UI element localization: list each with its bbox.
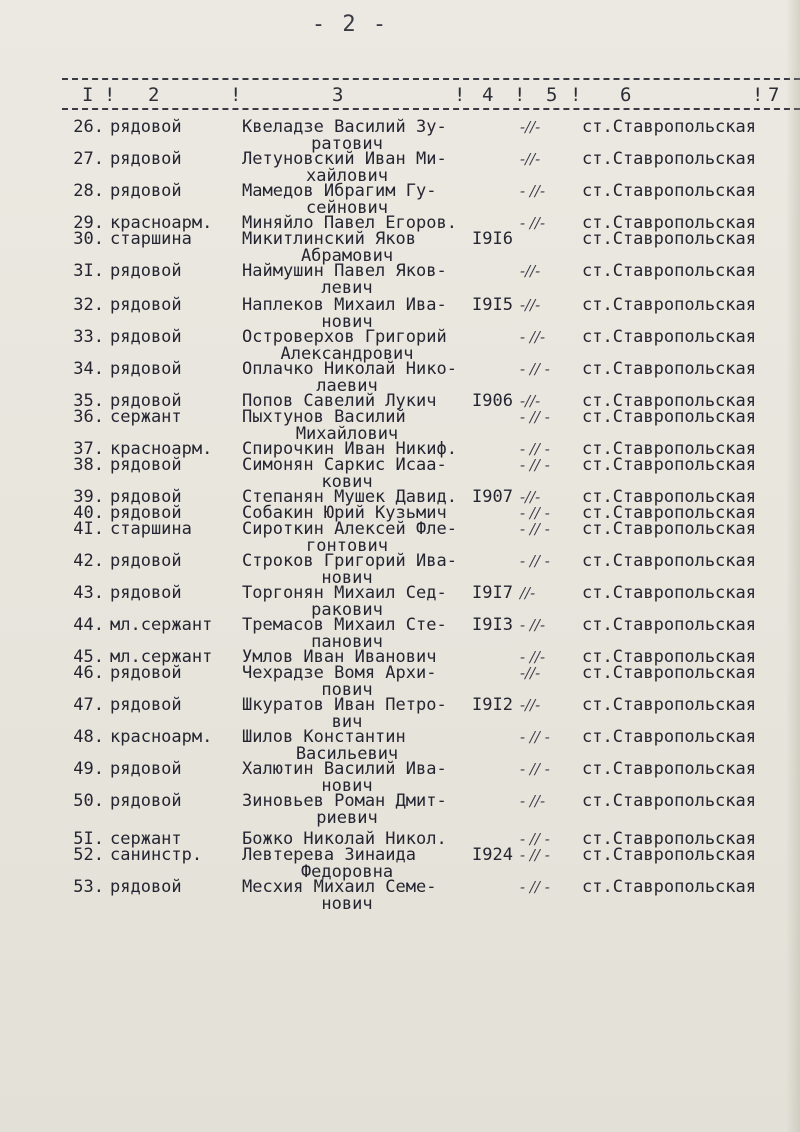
birth-year: I906 xyxy=(472,391,513,411)
person-name: Микитлинский Яков xyxy=(242,229,416,249)
header-sep: ! xyxy=(104,84,116,106)
military-rank: рядовой xyxy=(110,327,182,347)
ditto-mark: - // - xyxy=(520,360,550,378)
ditto-mark: - // - xyxy=(520,520,550,538)
military-rank: рядовой xyxy=(110,455,182,475)
place-name: ст.Ставропольская xyxy=(582,845,756,865)
row-number: 45. xyxy=(73,647,104,667)
header-sep: ! xyxy=(570,84,582,106)
birth-year: I9I7 xyxy=(472,583,513,603)
header-sep: ! xyxy=(230,84,242,106)
page-number: - 2 - xyxy=(311,12,389,37)
military-rank: рядовой xyxy=(110,877,182,897)
place-name: ст.Ставропольская xyxy=(582,727,756,747)
place-name: ст.Ставропольская xyxy=(582,877,756,897)
person-name-continued: Александрович xyxy=(280,344,414,364)
person-name-continued: Федоровна xyxy=(300,862,394,882)
place-name: ст.Ставропольская xyxy=(582,829,756,849)
row-number: 34. xyxy=(73,359,104,379)
ditto-mark: - // - xyxy=(520,760,550,778)
military-rank: сержант xyxy=(110,407,182,427)
ditto-mark: - //- xyxy=(520,214,546,232)
person-name: Халютин Василий Ива- xyxy=(242,759,447,779)
row-number: 28. xyxy=(73,181,104,201)
birth-year: I907 xyxy=(472,487,513,507)
ditto-mark: - //- xyxy=(520,792,546,810)
person-name-continued: ратович xyxy=(311,134,383,154)
table-row xyxy=(0,878,800,918)
row-number: 4I. xyxy=(73,519,104,539)
military-rank: санинстр. xyxy=(110,845,203,865)
place-name: ст.Ставропольская xyxy=(582,439,756,459)
row-number: 40. xyxy=(73,503,104,523)
header-sep: ! xyxy=(454,84,466,106)
person-name-continued: нович xyxy=(321,312,373,332)
birth-year: I9I5 xyxy=(472,295,513,315)
military-rank: рядовой xyxy=(110,487,182,507)
row-number: 43. xyxy=(73,583,104,603)
row-number: 26. xyxy=(73,117,104,137)
person-name-continued: Васильевич xyxy=(295,744,399,764)
person-name: Степанян Мушек Давид. xyxy=(242,487,457,507)
header-sep: ! xyxy=(752,84,764,106)
ditto-mark: //- xyxy=(520,584,536,602)
ditto-mark: - // - xyxy=(520,408,550,426)
row-number: 36. xyxy=(73,407,104,427)
row-number: 5I. xyxy=(73,829,104,849)
person-name: Зиновьев Роман Дмит- xyxy=(242,791,447,811)
military-rank: рядовой xyxy=(110,261,182,281)
row-number: 48. xyxy=(73,727,104,747)
person-name: Симонян Саркис Исаа- xyxy=(242,455,447,475)
person-name-continued: кович xyxy=(321,472,373,492)
place-name: ст.Ставропольская xyxy=(582,117,756,137)
row-number: 30. xyxy=(73,229,104,249)
ditto-mark: - //- xyxy=(520,616,546,634)
ditto-mark: -//- xyxy=(520,262,541,280)
person-name-continued: пович xyxy=(321,680,373,700)
place-name: ст.Ставропольская xyxy=(582,791,756,811)
ditto-mark: - // - xyxy=(520,846,550,864)
person-name-continued: ракович xyxy=(311,600,383,620)
place-name: ст.Ставропольская xyxy=(582,213,756,233)
person-name-continued: лаевич xyxy=(316,376,378,396)
place-name: ст.Ставропольская xyxy=(582,551,756,571)
military-rank: рядовой xyxy=(110,359,182,379)
military-rank: рядовой xyxy=(110,551,182,571)
ditto-mark: - // - xyxy=(520,728,550,746)
ditto-mark: -//- xyxy=(520,296,541,314)
person-name: Спирочкин Иван Никиф. xyxy=(242,439,457,459)
military-rank: старшина xyxy=(110,229,192,249)
military-rank: мл.сержант xyxy=(110,615,213,635)
place-name: ст.Ставропольская xyxy=(582,647,756,667)
header-col-6: 6 xyxy=(620,84,632,106)
birth-year: I9I2 xyxy=(472,695,513,715)
person-name: Строков Григорий Ива- xyxy=(242,551,457,571)
ditto-mark: - // - xyxy=(520,456,550,474)
military-rank: рядовой xyxy=(110,791,182,811)
place-name: ст.Ставропольская xyxy=(582,583,756,603)
ditto-mark: - // - xyxy=(520,878,550,896)
ditto-mark: - // - xyxy=(520,830,550,848)
place-name: ст.Ставропольская xyxy=(582,261,756,281)
row-number: 29. xyxy=(73,213,104,233)
place-name: ст.Ставропольская xyxy=(582,327,756,347)
ditto-mark: -//- xyxy=(520,664,541,682)
person-name: Чехрадзе Вомя Архи- xyxy=(242,663,437,683)
row-number: 42. xyxy=(73,551,104,571)
place-name: ст.Ставропольская xyxy=(582,359,756,379)
ditto-mark: - //- xyxy=(520,328,546,346)
person-name: Шкуратов Иван Петро- xyxy=(242,695,447,715)
ditto-mark: -//- xyxy=(520,392,541,410)
header-col-1: I xyxy=(82,84,94,106)
place-name: ст.Ставропольская xyxy=(582,487,756,507)
person-name-continued: вич xyxy=(331,712,363,732)
military-rank: рядовой xyxy=(110,695,182,715)
row-number: 3I. xyxy=(73,261,104,281)
place-name: ст.Ставропольская xyxy=(582,615,756,635)
header-col-7: 7 xyxy=(768,84,780,106)
person-name: Квеладзе Василий Зу- xyxy=(242,117,447,137)
ditto-mark: - //- xyxy=(520,648,546,666)
military-rank: красноарм. xyxy=(110,439,213,459)
person-name-continued: сейнович xyxy=(306,198,388,218)
ditto-mark: -//- xyxy=(520,696,541,714)
military-rank: рядовой xyxy=(110,181,182,201)
ditto-mark: -//- xyxy=(520,118,541,136)
ditto-mark: - // - xyxy=(520,440,550,458)
person-name-continued: хайлович xyxy=(306,166,388,186)
place-name: ст.Ставропольская xyxy=(582,695,756,715)
row-number: 33. xyxy=(73,327,104,347)
row-number: 38. xyxy=(73,455,104,475)
person-name-continued: нович xyxy=(321,568,373,588)
person-name-continued: Абрамович xyxy=(300,246,394,266)
table-row xyxy=(0,792,800,832)
person-name: Попов Савелий Лукич xyxy=(242,391,437,411)
header-col-5: 5 xyxy=(546,84,558,106)
row-number: 39. xyxy=(73,487,104,507)
military-rank: рядовой xyxy=(110,391,182,411)
ditto-mark: -//- xyxy=(520,488,541,506)
person-name: Летуновский Иван Ми- xyxy=(242,149,447,169)
ditto-mark: -//- xyxy=(520,150,541,168)
person-name: Левтерева Зинаида xyxy=(242,845,416,865)
person-name: Сироткин Алексей Фле- xyxy=(242,519,457,539)
row-number: 44. xyxy=(73,615,104,635)
row-number: 27. xyxy=(73,149,104,169)
place-name: ст.Ставропольская xyxy=(582,149,756,169)
person-name-continued: левич xyxy=(321,278,373,298)
person-name: Наймушин Павел Яков- xyxy=(242,261,447,281)
person-name: Собакин Юрий Кузьмич xyxy=(242,503,447,523)
person-name: Мамедов Ибрагим Гу- xyxy=(242,181,437,201)
military-rank: рядовой xyxy=(110,583,182,603)
person-name-continued: нович xyxy=(321,894,373,914)
row-number: 53. xyxy=(73,877,104,897)
person-name: Наплеков Михаил Ива- xyxy=(242,295,447,315)
military-rank: рядовой xyxy=(110,759,182,779)
row-number: 47. xyxy=(73,695,104,715)
ditto-mark: - //- xyxy=(520,182,546,200)
place-name: ст.Ставропольская xyxy=(582,181,756,201)
row-number: 52. xyxy=(73,845,104,865)
row-number: 32. xyxy=(73,295,104,315)
row-number: 50. xyxy=(73,791,104,811)
person-name: Месхия Михаил Семе- xyxy=(242,877,437,897)
place-name: ст.Ставропольская xyxy=(582,519,756,539)
person-name-continued: нович xyxy=(321,776,373,796)
place-name: ст.Ставропольская xyxy=(582,229,756,249)
place-name: ст.Ставропольская xyxy=(582,759,756,779)
birth-year: I924 xyxy=(472,845,513,865)
birth-year: I9I6 xyxy=(472,229,513,249)
person-name: Миняйло Павел Егоров. xyxy=(242,213,457,233)
military-rank: рядовой xyxy=(110,117,182,137)
person-name: Торгонян Михаил Сед- xyxy=(242,583,447,603)
military-rank: рядовой xyxy=(110,149,182,169)
military-rank: рядовой xyxy=(110,663,182,683)
place-name: ст.Ставропольская xyxy=(582,455,756,475)
person-name-continued: Михайлович xyxy=(295,424,399,444)
place-name: ст.Ставропольская xyxy=(582,295,756,315)
person-name: Пыхтунов Василий xyxy=(242,407,406,427)
person-name: Умлов Иван Иванович xyxy=(242,647,437,667)
person-name: Тремасов Михаил Сте- xyxy=(242,615,447,635)
person-name: Островерхов Григорий xyxy=(242,327,447,347)
military-rank: сержант xyxy=(110,829,182,849)
row-number: 35. xyxy=(73,391,104,411)
header-col-3: 3 xyxy=(332,84,344,106)
military-rank: красноарм. xyxy=(110,213,213,233)
ditto-mark: - // - xyxy=(520,552,550,570)
row-number: 37. xyxy=(73,439,104,459)
military-rank: рядовой xyxy=(110,503,182,523)
person-name-continued: панович xyxy=(311,632,383,652)
person-name: Божко Николай Никол. xyxy=(242,829,447,849)
person-name: Оплачко Николай Нико- xyxy=(242,359,457,379)
ditto-mark: - // - xyxy=(520,504,550,522)
place-name: ст.Ставропольская xyxy=(582,391,756,411)
header-sep: ! xyxy=(514,84,526,106)
row-number: 46. xyxy=(73,663,104,683)
header-col-2: 2 xyxy=(148,84,160,106)
person-name: Шилов Константин xyxy=(242,727,406,747)
military-rank: красноарм. xyxy=(110,727,213,747)
birth-year: I9I3 xyxy=(472,615,513,635)
military-rank: мл.сержант xyxy=(110,647,213,667)
person-name-continued: риевич xyxy=(316,808,378,828)
military-rank: старшина xyxy=(110,519,192,539)
header-col-4: 4 xyxy=(482,84,494,106)
person-name-continued: гонтович xyxy=(306,536,388,556)
place-name: ст.Ставропольская xyxy=(582,407,756,427)
military-rank: рядовой xyxy=(110,295,182,315)
place-name: ст.Ставропольская xyxy=(582,663,756,683)
place-name: ст.Ставропольская xyxy=(582,503,756,523)
paper-edge xyxy=(786,0,800,1132)
row-number: 49. xyxy=(73,759,104,779)
